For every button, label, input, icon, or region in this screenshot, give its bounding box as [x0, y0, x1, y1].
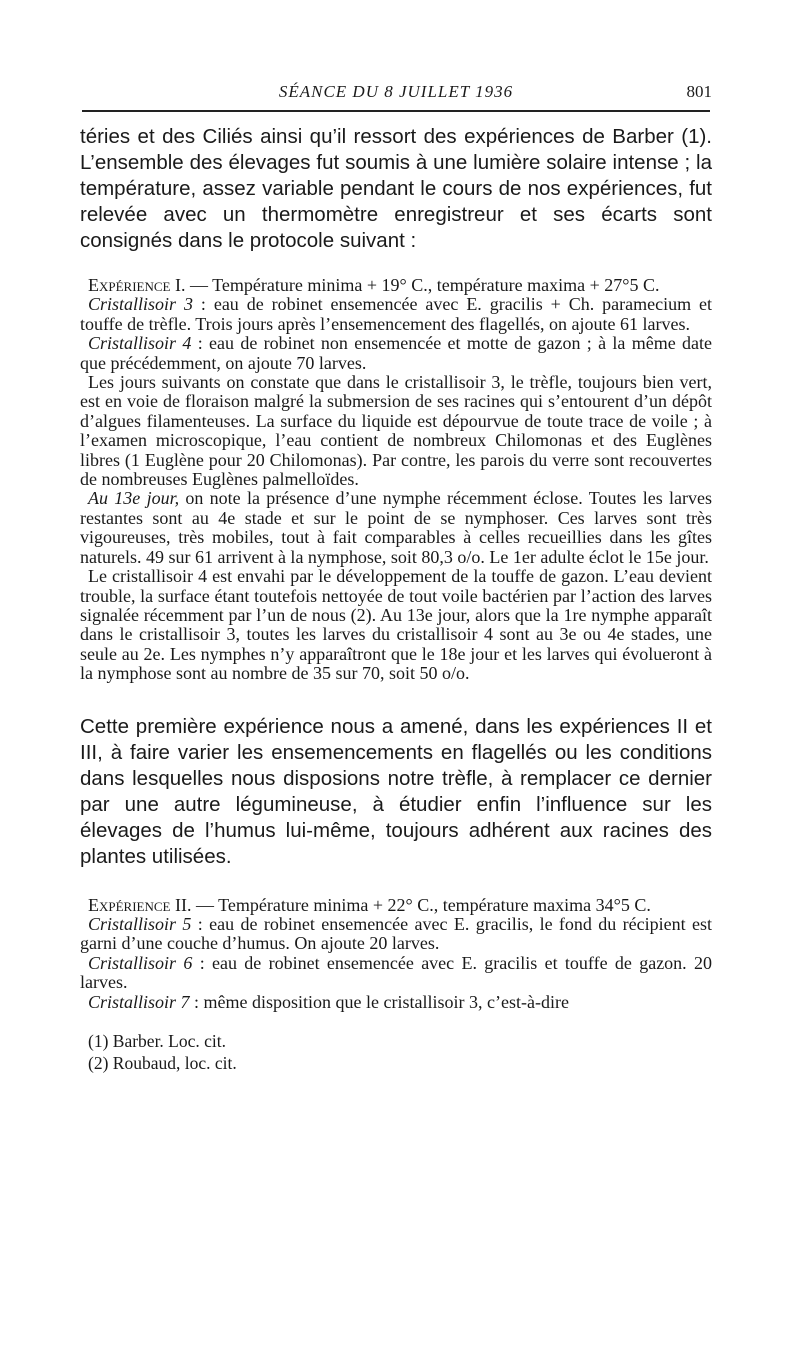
crystallizer-3-entry: [80, 295, 712, 334]
crystallizer-5-label: Cristallisoir 5: [88, 913, 192, 934]
header-rule: [82, 110, 710, 112]
experiment-2-header: [80, 896, 712, 915]
page-body: [80, 118, 712, 1074]
crystallizer-3-text: : eau de robinet ensemencée avec E. gracilis + Ch. paramecium et touffe de trèfle. Trois jours après l’ensemencement des flagellés, on ajoute 61 larves.: [80, 294, 713, 334]
running-title: SÉANCE DU 8 JUILLET 1936: [278, 82, 514, 101]
experiment-2-label: Expérience II.: [88, 894, 192, 915]
experiment-1-header: [80, 276, 712, 295]
experiment-2-temperatures: — Température minima + 22° C., température maxima 34°5 C.: [195, 894, 651, 915]
observation-1: Les jours suivants on constate que dans le cristallisoir 3, le trèfle, toujours bien vert, est en voie de floraison malgré la submersion de ses racines qui s’entourent d’un dépôt d’algues filamenteuses. La surface du liquide est dépourvue de toute trace de voile ; à l’examen microscopique, l’eau contient de nombreux Chilomonas et des Euglènes libres (1 Euglène pour 20 Chilomonas). Par contre, les parois du verre sont recouvertes de nombreuses Euglènes palmelloïdes.: [80, 372, 712, 490]
crystallizer-6-label: Cristallisoir 6: [88, 952, 193, 973]
footnotes: [80, 1030, 712, 1074]
intro-paragraph: téries et des Ciliés ainsi qu’il ressort des expériences de Barber (1). L’ensemble des élevages fut soumis à une lumière solaire intense ; la température, assez variable pendant le cours de nos expériences, fut relevée avec un thermomètre enregistreur et ses écarts sont consignés dans le protocole suivant :: [80, 125, 712, 252]
crystallizer-6-entry: [80, 954, 712, 993]
experiment-1-temperatures: — Température minima + 19° C., température maxima + 27°5 C.: [190, 275, 660, 295]
page-header: [82, 78, 710, 106]
crystallizer-7-label: Cristallisoir 7: [88, 991, 190, 1012]
observation-2-text: on note la présence d’une nymphe récemment éclose. Toutes les larves restantes sont au 4e stade et sur le point de se nymphoser. Ces larves sont très vigoureuses, très mobiles, tout à fait comparables à celles recueillies dans les gîtes naturels. 49 sur 61 arrivent à la nymphose, soit 80,3 o/o. Le 1er adulte éclot le 15e jour.: [80, 488, 712, 567]
crystallizer-5-text: : eau de robinet ensemencée avec E. gracilis, le fond du récipient est garni d’une couche d’humus. On ajoute 20 larves.: [80, 913, 712, 954]
experiment-1-label: Expérience I.: [88, 275, 186, 295]
page-number: 801: [686, 82, 712, 101]
observation-3: Le cristallisoir 4 est envahi par le développement de la touffe de gazon. L’eau devient trouble, la surface étant toutefois nettoyée de tout voile bactérien par l’action des larves signalée récemment par l’un de nous (2). Au 13e jour, alors que la 1re nymphe apparaît dans le cristallisoir 3, toutes les larves du cristallisoir 4 sont au 3e ou 4e stades, une seule au 2e. Les nymphes n’y apparaîtront que le 18e jour et les larves qui évolueront à la nymphose sont au nombre de 35 sur 70, soit 50 o/o.: [80, 566, 712, 684]
observation-2: [80, 489, 712, 567]
crystallizer-4-label: Cristallisoir 4: [88, 333, 192, 354]
crystallizer-4-entry: [80, 334, 712, 373]
crystallizer-7-text: : même disposition que le cristallisoir 3, c’est-à-dire: [194, 991, 569, 1012]
crystallizer-3-label: Cristallisoir 3: [88, 294, 193, 315]
transition-paragraph: Cette première expérience nous a amené, dans les expériences II et III, à faire varier les ensemencements en flagellés ou les conditions dans lesquelles nous disposions notre trèfle, à remplacer ce dernier par une autre légumineuse, à étudier enfin l’influence sur les élevages de l’humus lui-même, toujours adhérent aux racines des plantes utilisées.: [80, 714, 712, 868]
crystallizer-5-entry: [80, 915, 712, 954]
crystallizer-7-entry: [80, 993, 712, 1012]
footnote-2: (2) Roubaud, loc. cit.: [88, 1052, 237, 1073]
footnote-1: (1) Barber. Loc. cit.: [88, 1030, 227, 1051]
crystallizer-6-text: : eau de robinet ensemencée avec E. gracilis et touffe de gazon. 20 larves.: [80, 952, 713, 993]
crystallizer-4-text: : eau de robinet non ensemencée et motte de gazon ; à la même date que précédemment, on ajoute 70 larves.: [80, 333, 712, 373]
day-13-label: Au 13e jour,: [88, 488, 180, 509]
